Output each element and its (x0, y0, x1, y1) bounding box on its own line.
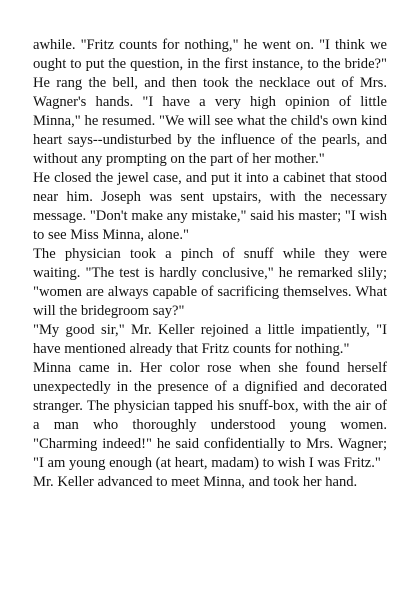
paragraph: Minna came in. Her color rose when she found herself unexpectedly in the presence of a dignified and decorated stranger. The physician tapped his snuff-box, with the air of a man who thoroughly understood young women. "Charming indeed!" he said confidentially to Mrs. Wagner; "I am young enough (at heart, madam) to wish I was Fritz." (33, 360, 387, 471)
paragraph: He closed the jewel case, and put it into a cabinet that stood near him. Joseph was sent upstairs, with the necessary message. "Don't make any mistake," said his master; "I wish to see Miss Minna, alone." (33, 170, 387, 243)
paragraph: "My good sir," Mr. Keller rejoined a little impatiently, "I have mentioned already that Fritz counts for nothing." (33, 322, 387, 357)
paragraph: awhile. "Fritz counts for nothing," he went on. "I think we ought to put the question, in the first instance, to the bride?" He rang the bell, and then took the necklace out of Mrs. Wagner's hands. "I have a very high opinion of little Minna," he resumed. "We will see what the child's own kind heart says--undisturbed by the influence of the pearls, and without any prompting on the part of her mother." (33, 37, 387, 167)
paragraph: The physician took a pinch of snuff while they were waiting. "The test is hardly conclusive," he remarked slily; "women are always capable of sacrificing themselves. What will the bridegroom say?" (33, 246, 387, 319)
paragraph: Mr. Keller advanced to meet Minna, and took her hand. (33, 474, 358, 490)
page-text (33, 36, 387, 492)
